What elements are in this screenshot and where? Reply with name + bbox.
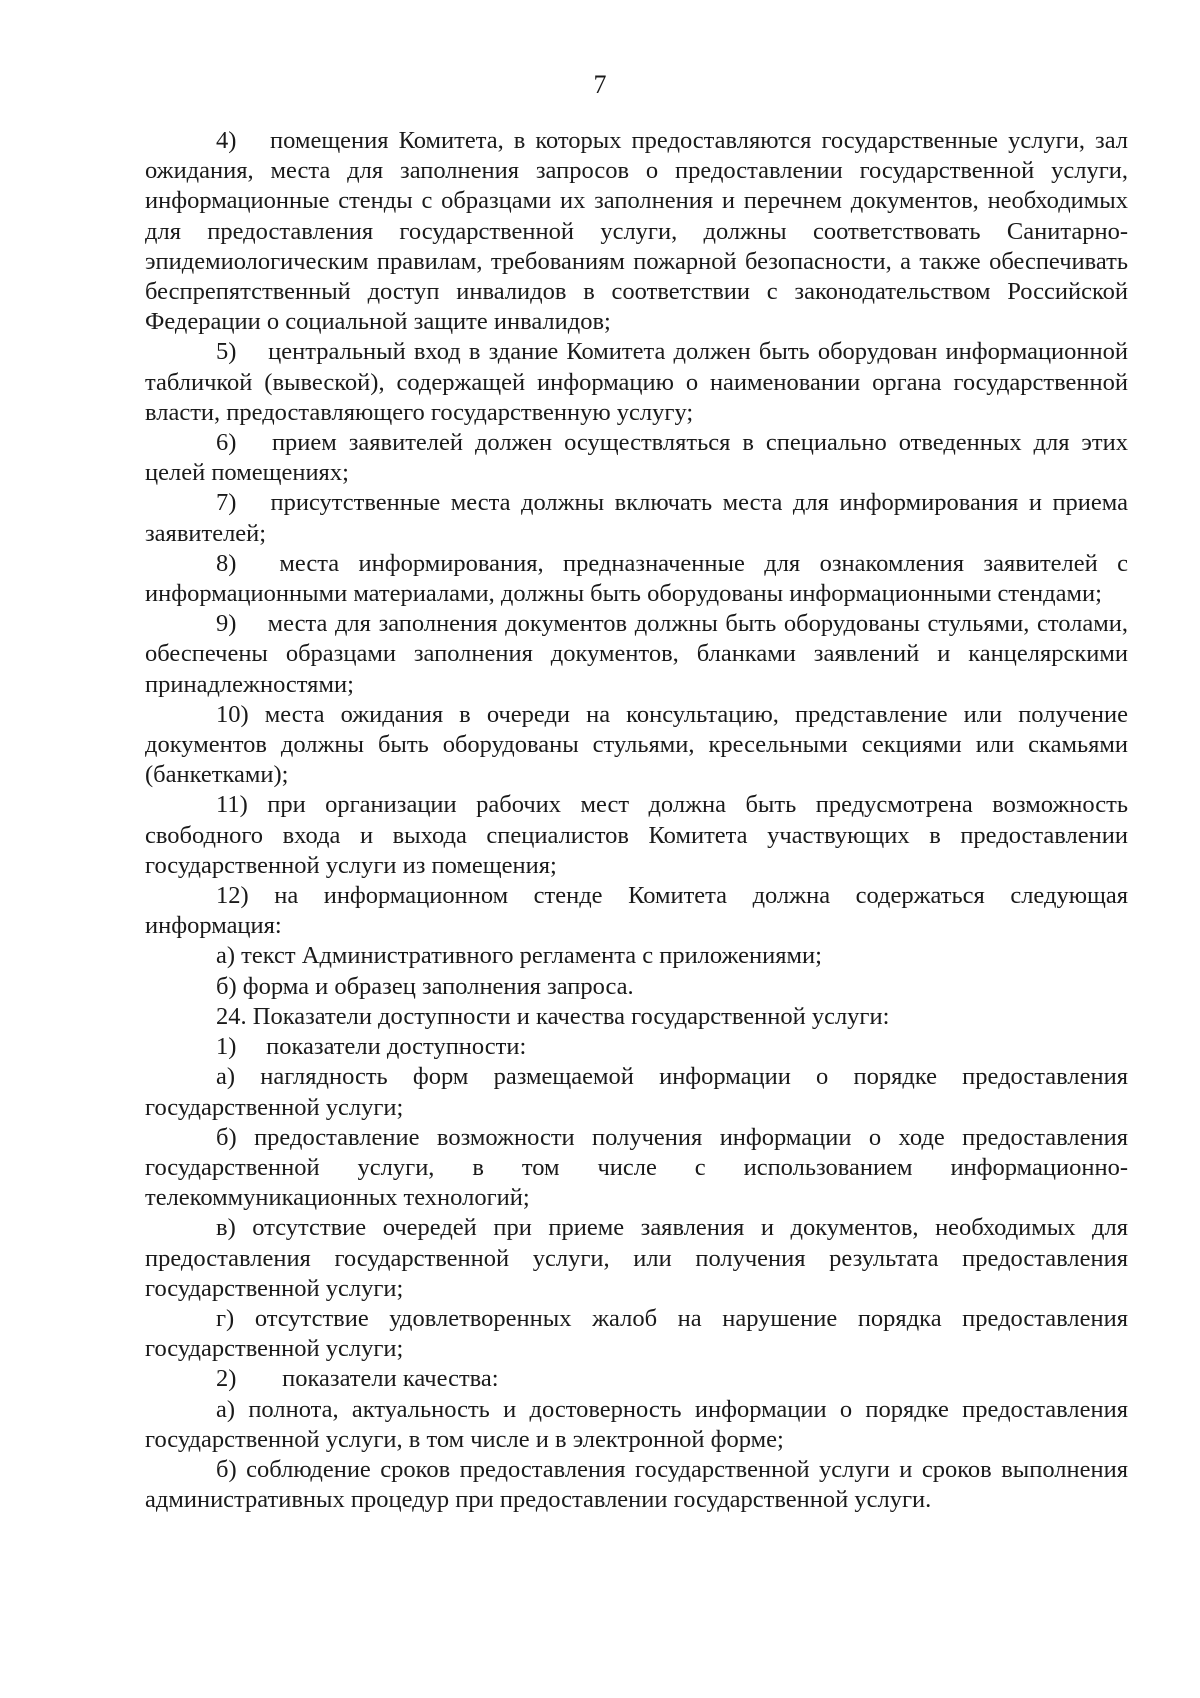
paragraph-subitem-a (145, 1395, 1128, 1455)
paragraph-subitem-b (145, 972, 1128, 1002)
paragraph-text: отсутствие очередей при приеме заявления и документов, необходимых для предоставления государственной услуги, или получения результата предоставления государственной услуги; (145, 1214, 1129, 1302)
paragraph-subitem-g (145, 1304, 1128, 1364)
paragraph-text: показатели доступности: (266, 1033, 527, 1061)
item-number: 8) (216, 549, 237, 577)
item-letter: г) (216, 1304, 235, 1332)
paragraph-text: полнота, актуальность и достоверность информации о порядке предоставления государственной услуги, в том числе и в электронной форме; (145, 1395, 1129, 1453)
document-body (145, 126, 1128, 1515)
item-letter: б) (216, 1455, 237, 1483)
paragraph-text: предоставление возможности получения информации о ходе предоставления государственной услуги, в том числе с использованием информационно-телекоммуникационных технологий; (145, 1123, 1129, 1212)
paragraph-text: центральный вход в здание Комитета должен быть оборудован информационной табличкой (вывеской), содержащей информацию о наименовании органа государственной власти, предоставляющего государственную услугу; (145, 338, 1129, 426)
item-number: 4) (216, 127, 237, 154)
paragraph-text: места информирования, предназначенные для ознакомления заявителей с информационными материалами, должны быть оборудованы информационными стендами; (145, 549, 1129, 608)
paragraph-text: форма и образец заполнения запроса. (242, 972, 634, 1000)
item-number: 5) (216, 338, 237, 366)
item-letter: б) (216, 972, 237, 1000)
item-number: 9) (216, 610, 237, 638)
paragraph-text: при организации рабочих мест должна быть предусмотрена возможность свободного входа и выхода специалистов Комитета участвующих в предоставлении государственной услуги из помещения; (145, 791, 1128, 879)
paragraph-text: места для заполнения документов должны быть оборудованы стульями, столами, обеспечены образцами заполнения документов, бланками заявлений и канцелярскими принадлежностями; (145, 610, 1128, 698)
item-number: 6) (216, 429, 237, 457)
paragraph-subitem-a (145, 1062, 1128, 1122)
page-number: 7 (593, 70, 607, 99)
item-number: 2) (216, 1365, 237, 1393)
item-letter: в) (216, 1214, 236, 1242)
paragraph-text: соблюдение сроков предоставления государственной услуги и сроков выполнения административных процедур при предоставлении государственной услуги. (145, 1455, 1128, 1514)
item-number: 11) (216, 791, 248, 819)
paragraph-text: показатели качества: (282, 1365, 499, 1393)
paragraph-text: на информационном стенде Комитета должна содержаться следующая информация: (145, 882, 1129, 940)
item-letter: б) (216, 1123, 237, 1151)
item-letter: а) (216, 942, 236, 970)
paragraph-item-5 (145, 337, 1128, 428)
paragraph-text: текст Административного регламента с приложениями; (241, 942, 822, 970)
paragraph-item-6 (145, 428, 1128, 488)
paragraph-text: наглядность форм размещаемой информации о порядке предоставления государственной услуги; (145, 1063, 1128, 1121)
paragraph-item-11 (145, 790, 1128, 881)
paragraph-item-8 (145, 549, 1128, 609)
paragraph-item-9 (145, 609, 1128, 700)
paragraph-text: помещения Комитета, в которых предоставляются государственные услуги, зал ожидания, места для заполнения запросов о предоставлении государственной услуги, информационные стенды с образцами их заполнения и перечнем документов, необходимых для предоставления государственной услуги, должны соответствовать Санитарно-эпидемиологическим правилам, требованиям пожарной безопасности, а также обеспечивать беспрепятственный доступ инвалидов в соответствии с законодательством Российской Федерации о социальной защите инвалидов; (145, 127, 1129, 336)
paragraph-item-4 (145, 126, 1128, 337)
paragraph-item-7 (145, 488, 1128, 548)
item-letter: а) (216, 1395, 236, 1423)
paragraph-text: присутственные места должны включать места для информирования и приема заявителей; (145, 489, 1128, 547)
section-number: 24. (216, 1002, 247, 1030)
paragraph-subitem-b (145, 1455, 1128, 1515)
paragraph-item-1 (145, 1032, 1128, 1062)
paragraph-text: отсутствие удовлетворенных жалоб на нарушение порядка предоставления государственной услуги; (145, 1304, 1129, 1363)
paragraph-text: места ожидания в очереди на консультацию, представление или получение документов должны быть оборудованы стульями, кресельными секциями или скамьями (банкетками); (145, 700, 1129, 789)
paragraph-subitem-a (145, 941, 1128, 971)
item-number: 10) (216, 700, 249, 728)
paragraph-item-2 (145, 1364, 1128, 1394)
item-letter: а) (216, 1063, 236, 1091)
paragraph-item-10 (145, 700, 1128, 791)
paragraph-text: прием заявителей должен осуществляться в специально отведенных для этих целей помещениях; (145, 429, 1129, 487)
paragraph-item-12 (145, 881, 1128, 941)
paragraph-section-24 (145, 1002, 1128, 1032)
paragraph-subitem-b (145, 1123, 1128, 1214)
paragraph-text: Показатели доступности и качества государственной услуги: (252, 1002, 890, 1030)
item-number: 1) (216, 1033, 237, 1061)
item-number: 12) (216, 882, 249, 910)
paragraph-subitem-v (145, 1213, 1128, 1304)
item-number: 7) (216, 489, 237, 517)
